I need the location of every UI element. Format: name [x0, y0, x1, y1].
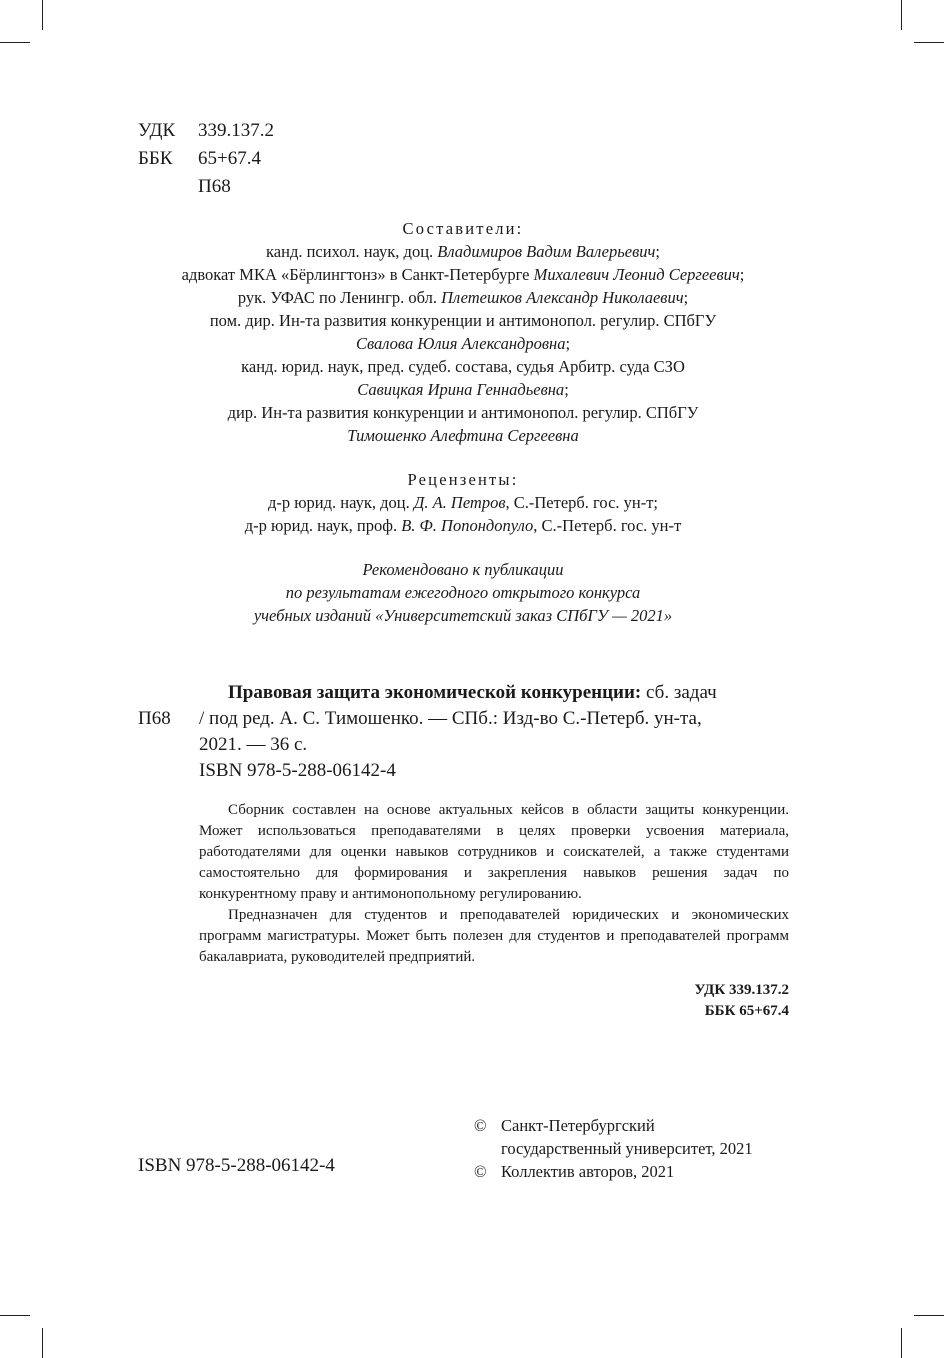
bbk-row [138, 145, 274, 173]
recommendation-line: Рекомендовано к публикации [362, 560, 564, 579]
annotation-udk: УДК 339.137.2 [694, 982, 789, 998]
compiler-line: пом. дир. Ин-та развития конкуренции и антимонопол. регулир. СПбГУ [209, 311, 717, 330]
bbk-value: 65+67.4 [198, 148, 261, 169]
annotation-bbk: ББК 65+67.4 [704, 1003, 789, 1019]
udk-value: 339.137.2 [198, 120, 274, 141]
compiler-line: Тимошенко Алефтина Сергеевна [347, 426, 579, 445]
recommendation-line: по результатам ежегодного открытого конкурса [285, 583, 641, 602]
reviewers-block [0, 468, 926, 537]
crop-mark-top-right-v [901, 0, 902, 30]
compilers-block [0, 217, 926, 447]
recommendation-block [0, 558, 926, 627]
bibliographic-mark: П68 [138, 708, 171, 729]
compilers-heading: Составители: [402, 219, 524, 238]
recommendation-line: учебных изданий «Университетский заказ СПбГУ — 2021» [253, 606, 673, 625]
book-title: Правовая защита экономической конкуренции: [228, 682, 642, 703]
udk-row [138, 117, 274, 145]
bibliographic-line: / под ред. А. С. Тимошенко. — СПб.: Изд-во С.-Петерб. ун-та, [199, 708, 702, 729]
crop-mark-top-left-h [0, 42, 30, 43]
annotation-paragraph: Сборник составлен на основе актуальных кейсов в области защиты конкуренции. Может использоваться преподавателями в целях проверки усвоения материала, работодателями для оценки навыков сотрудников и соискателей, а также студентами самостоятельно для формирования и закрепления навыков решения задач по конкурентному праву и антимонопольному регулированию. [199, 802, 789, 902]
udk-label: УДК [138, 120, 176, 141]
compiler-line: канд. психол. наук, доц. Владимиров Вадим Валерьевич; [266, 242, 660, 261]
crop-mark-bottom-right-v [901, 1328, 902, 1358]
crop-mark-bottom-left-h [0, 1315, 30, 1316]
copyright-university-line2: государственный университет, 2021 [501, 1139, 753, 1158]
crop-mark-top-left-v [42, 0, 43, 30]
copyright-university: © Санкт-Петербургский [474, 1116, 655, 1135]
compiler-line: адвокат МКА «Бёрлингтонз» в Санкт-Петербурге Михалевич Леонид Сергеевич; [181, 265, 745, 284]
copyright-authors: © Коллектив авторов, 2021 [474, 1162, 675, 1181]
copyright-icon: © [474, 1116, 487, 1135]
bibliographic-entry [199, 680, 809, 784]
reviewer-line: д-р юрид. наук, доц. Д. А. Петров, С.-Петерб. гос. ун-т; [267, 493, 659, 512]
author-mark: П68 [198, 176, 231, 197]
compiler-line: Свалова Юлия Александровна; [355, 334, 571, 353]
compiler-line: канд. юрид. наук, пред. судеб. состава, судья Арбитр. суда СЗО [241, 357, 685, 376]
compiler-line: дир. Ин-та развития конкуренции и антимонопол. регулир. СПбГУ [227, 403, 699, 422]
bbk-label: ББК [138, 148, 173, 169]
crop-mark-bottom-right-h [914, 1315, 944, 1316]
compiler-line: Савицкая Ирина Геннадьевна; [357, 380, 569, 399]
compiler-line: рук. УФАС по Ленингр. обл. Плетешков Александр Николаевич; [237, 288, 689, 307]
bibliographic-title-line: Правовая защита экономической конкуренции: сб. задач [228, 682, 717, 703]
bibliographic-isbn: ISBN 978-5-288-06142-4 [199, 760, 396, 781]
footer-isbn: ISBN 978-5-288-06142-4 [138, 1155, 335, 1176]
annotation-classification [560, 980, 789, 1022]
classification-block [138, 117, 274, 201]
author-mark-row [138, 173, 274, 201]
annotation-paragraph: Предназначен для студентов и преподавателей юридических и экономических программ магистратуры. Может быть полезен для студентов и преподавателей программ бакалавриата, руководителей предприятий. [199, 907, 789, 965]
crop-mark-bottom-left-v [42, 1328, 43, 1358]
bibliographic-line: 2021. — 36 с. [199, 734, 308, 755]
copyright-icon: © [474, 1162, 487, 1181]
annotation [199, 800, 789, 968]
reviewer-line: д-р юрид. наук, проф. В. Ф. Попондопуло, С.-Петерб. гос. ун-т [244, 516, 682, 535]
copyright-block [474, 1114, 814, 1183]
crop-mark-top-right-h [914, 42, 944, 43]
reviewers-heading: Рецензенты: [407, 470, 519, 489]
